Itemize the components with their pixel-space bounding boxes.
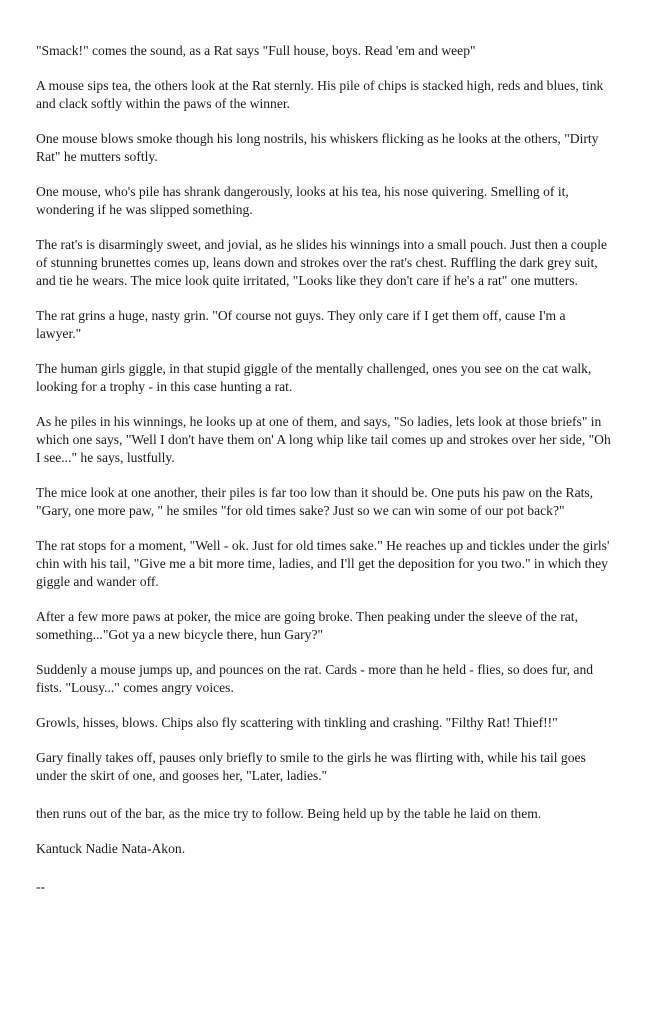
- story-paragraph: A mouse sips tea, the others look at the Rat sternly. His pile of chips is stacked high, reds and blues, tink and clack softly within the paws of the winner.: [36, 78, 604, 111]
- story-paragraph: Gary finally takes off, pauses only briefly to smile to the girls he was flirting with, while his tail goes under the skirt of one, and gooses her, "Later, ladies.": [36, 750, 586, 783]
- story-paragraph: then runs out of the bar, as the mice try to follow. Being held up by the table he laid on them.: [36, 806, 542, 821]
- story-paragraph: After a few more paws at poker, the mice are going broke. Then peaking under the sleeve of the rat, something..."Got ya a new bicycle there, hun Gary?": [36, 609, 578, 642]
- story-paragraph: The rat's is disarmingly sweet, and jovial, as he slides his winnings into a small pouch. Just then a couple of stunning brunettes comes up, leans down and strokes over the rat's chest. Ruffling the dark grey suit, and tie he wears. The mice look quite irritated, "Looks like they don't care if he's a rat" one mutters.: [36, 237, 608, 288]
- story-paragraph: Growls, hisses, blows. Chips also fly scattering with tinkling and crashing. "Filthy Rat! Thief!!": [36, 715, 558, 730]
- author-signature: Kantuck Nadie Nata-Akon.: [36, 841, 186, 856]
- story-paragraph: Suddenly a mouse jumps up, and pounces on the rat. Cards - more than he held - flies, so does fur, and fists. "Lousy..." comes angry voices.: [36, 662, 594, 695]
- story-paragraph: As he piles in his winnings, he looks up at one of them, and says, "So ladies, lets look at those briefs" in which one says, "Well I don't have them on' A long whip like tail comes up and strokes over her side, "Oh I see..." he says, lustfully.: [36, 414, 611, 465]
- document-page: [36, 42, 614, 913]
- story-paragraph: "Smack!" comes the sound, as a Rat says "Full house, boys. Read 'em and weep": [36, 43, 476, 58]
- closing-separator: --: [36, 879, 46, 894]
- story-paragraph: The mice look at one another, their piles is far too low than it should be. One puts his paw on the Rats, "Gary, one more paw, " he smiles "for old times sake? Just so we can win some of our pot back?": [36, 485, 594, 518]
- story-paragraph: One mouse, who's pile has shrank dangerously, looks at his tea, his nose quivering. Smelling of it, wondering if he was slipped something.: [36, 184, 569, 217]
- story-paragraph: The rat stops for a moment, "Well - ok. Just for old times sake." He reaches up and tickles under the girls' chin with his tail, "Give me a bit more time, ladies, and I'll get the deposition for you two." in which they giggle and wander off.: [36, 538, 610, 589]
- story-paragraph: The rat grins a huge, nasty grin. "Of course not guys. They only care if I get them off, cause I'm a lawyer.": [36, 308, 566, 341]
- story-paragraph: The human girls giggle, in that stupid giggle of the mentally challenged, ones you see on the cat walk, looking for a trophy - in this case hunting a rat.: [36, 361, 592, 394]
- story-paragraph: One mouse blows smoke though his long nostrils, his whiskers flicking as he looks at the others, "Dirty Rat" he mutters softly.: [36, 131, 599, 164]
